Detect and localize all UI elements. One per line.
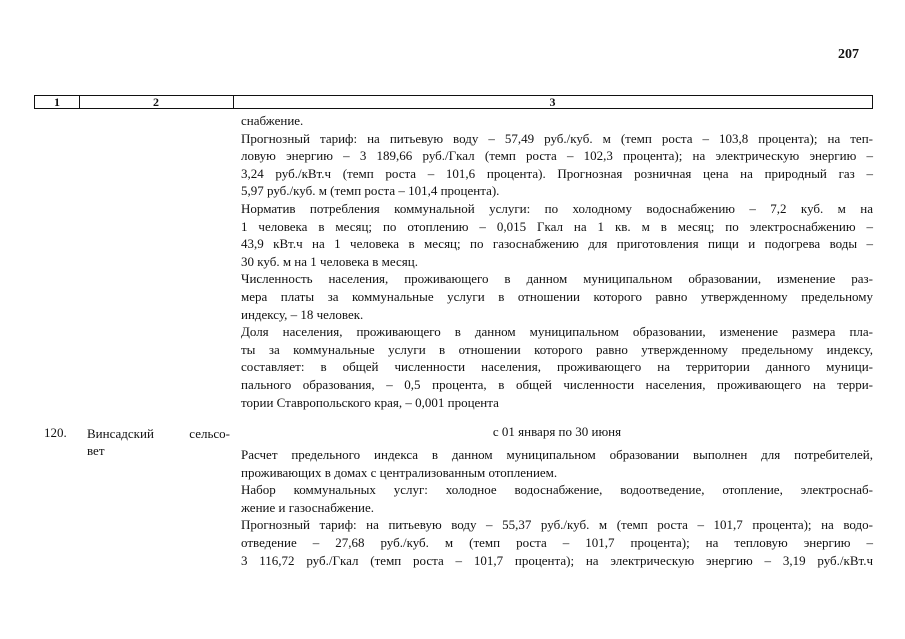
text-line: ты за коммунальные услуги в отношении которого равно утвержденному предельному индексу, (241, 341, 873, 357)
block1-text (241, 112, 873, 411)
period-heading: с 01 января по 30 июня (492, 424, 622, 439)
text-line: жение и газоснабжение. (241, 499, 375, 515)
header-col-3: 3 (549, 95, 556, 109)
text-line: составляет: в общей численности населения, проживающего на территории данного муници- (241, 359, 873, 375)
text-line: мера платы за коммунальные услуги в отношении которого равно утвержденному предельному (241, 288, 873, 304)
text-line: Доля населения, проживающего в данном муниципальном образовании, изменение размера пла- (241, 324, 873, 340)
text-line: Прогнозный тариф: на питьевую воду – 57,49 руб./куб. м (темп роста – 103,8 процента); на теп- (241, 130, 873, 146)
text-line: тории Ставропольского края, – 0,001 процента (241, 394, 499, 410)
text-line: отведение – 27,68 руб./куб. м (темп роста – 101,7 процента); на тепловую энергию – (241, 534, 873, 550)
page-number: 207 (838, 47, 859, 62)
entry-name-line2: вет (87, 443, 105, 458)
header-col-1: 1 (54, 95, 60, 109)
text-line: Норматив потребления коммунальной услуги: по холодному водоснабжению – 7,2 куб. м на (241, 200, 873, 216)
text-line: 3 116,72 руб./Гкал (темп роста – 101,7 процента); на электрическую энергию – 3,19 руб./кВт.ч (241, 552, 873, 568)
text-line: 1 человека в месяц; по отоплению – 0,015 Гкал на 1 кв. м в месяц; по электроснабжению – (241, 218, 873, 234)
text-line: Набор коммунальных услуг: холодное водоснабжение, водоотведение, отопление, электроснаб- (241, 482, 873, 498)
text-line: ловую энергию – 3 189,66 руб./Гкал (темп роста – 102,3 процента); на электрическую энергию – (241, 148, 873, 164)
entry120-text (241, 446, 873, 569)
entry-name-line1: Винсадский сельсо- (87, 426, 230, 441)
text-line: проживающих в домах с централизованным отоплением. (241, 464, 558, 480)
text-line: Прогнозный тариф: на питьевую воду – 55,37 руб./куб. м (темп роста – 101,7 процента); на водо- (241, 517, 873, 533)
text-line: индексу, – 18 человек. (241, 306, 364, 322)
text-line: 5,97 руб./куб. м (темп роста – 101,4 процента). (241, 183, 500, 199)
text-line: 43,9 кВт.ч на 1 человека в месяц; по газоснабжению для приготовления пищи и подогрева воды – (241, 236, 873, 252)
text-line: 30 куб. м на 1 человека в месяц. (241, 253, 418, 269)
text-line: 3,24 руб./кВт.ч (темп роста – 101,6 процента). Прогнозная розничная цена на природный газ – (241, 165, 873, 181)
text-line: Расчет предельного индекса в данном муниципальном образовании выполнен для потребителей, (241, 447, 873, 462)
text-line: пального образования, – 0,5 процента, в общей численности населения, проживающего на терри- (241, 376, 873, 392)
entry-number: 120. (44, 425, 67, 440)
text-line: снабжение. (241, 113, 304, 128)
text-line: Численность населения, проживающего в данном муниципальном образовании, изменение раз- (241, 271, 873, 287)
header-col-2: 2 (153, 95, 159, 109)
table-header-row (34, 95, 873, 109)
